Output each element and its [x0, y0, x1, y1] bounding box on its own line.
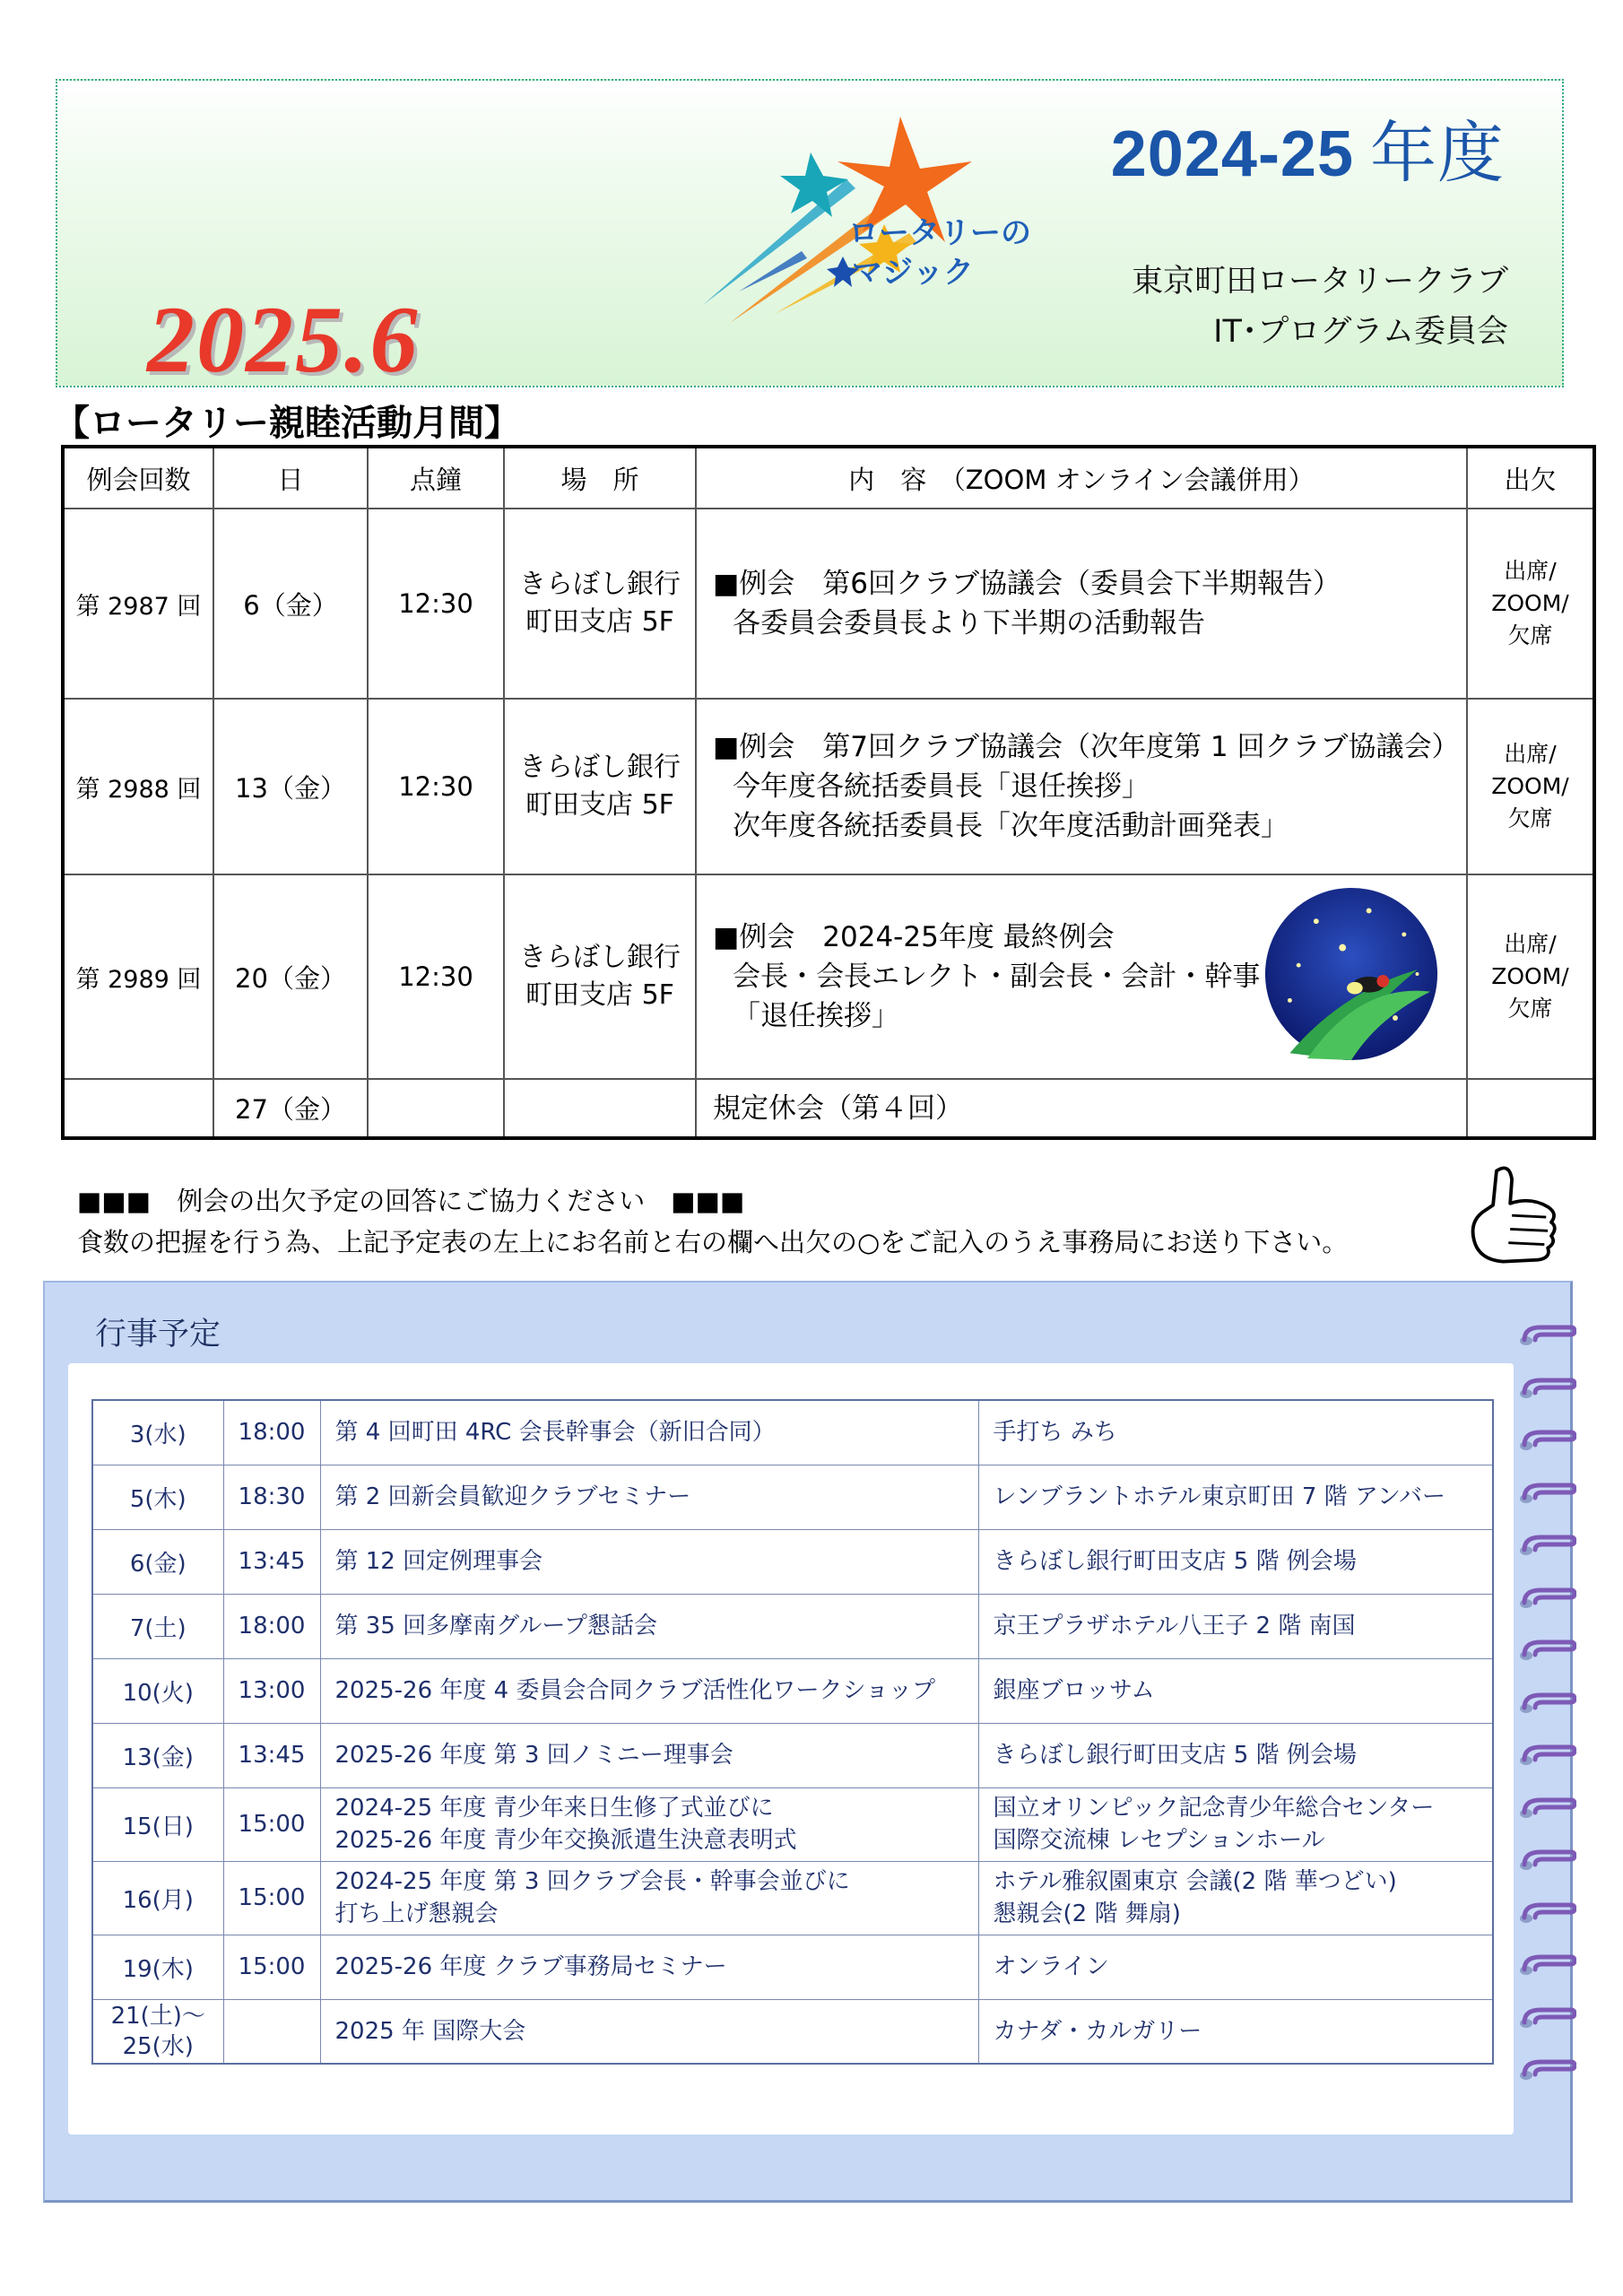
event-name-line: 2025-26 年度 クラブ事務局セミナー [334, 1953, 727, 1980]
place-line: きらぼし銀行 [519, 942, 681, 973]
event-location-line: きらぼし銀行町田支店 5 階 例会場 [993, 1548, 1357, 1575]
attendance-option: ZOOM/ [1491, 963, 1569, 989]
notebook-ring-icon [1515, 1952, 1576, 1979]
event-name [320, 1658, 978, 1723]
header-day: 日 [213, 447, 368, 509]
holiday-content: 規定休会（第４回） [696, 1079, 1467, 1138]
event-name [320, 1723, 978, 1787]
event-date: 13(金) [92, 1723, 223, 1787]
meeting-number: 第 2989 回 [63, 874, 213, 1079]
schedule-paper [68, 1363, 1514, 2135]
meeting-number: 第 2987 回 [63, 509, 213, 699]
meeting-content [696, 699, 1467, 874]
event-time: 18:30 [223, 1465, 320, 1529]
event-row [92, 1529, 1493, 1594]
event-date: 15(日) [92, 1787, 223, 1861]
place-line: 町田支店 5F [525, 789, 674, 821]
event-location [978, 1658, 1493, 1723]
event-name-line: 第 4 回町田 4RC 会長幹事会（新旧合同） [334, 1419, 776, 1447]
notebook-ring-icon [1515, 1585, 1576, 1612]
event-row [92, 1400, 1493, 1465]
meeting-content [696, 509, 1467, 699]
event-location-line: カナダ・カルガリー [993, 2017, 1202, 2045]
event-name-line: 打ち上げ懇親会 [334, 1900, 499, 1927]
meeting-day: 6（金） [213, 509, 368, 699]
place-line: 町田支店 5F [525, 979, 674, 1011]
attendance-option: 欠席 [1507, 996, 1553, 1022]
event-name [320, 1787, 978, 1861]
event-date: 16(月) [92, 1861, 223, 1935]
event-date: 5(木) [92, 1465, 223, 1529]
event-row [92, 1658, 1493, 1723]
meeting-table [61, 445, 1596, 1140]
holiday-day: 27（金） [213, 1079, 368, 1138]
club-name: 東京町田ロータリークラブ [1131, 264, 1508, 300]
notebook-ring-icon [1515, 2057, 1576, 2083]
holiday-place [504, 1079, 696, 1138]
attendance-notice [77, 1180, 1348, 1263]
notebook-ring-icon [1515, 1900, 1576, 1926]
meeting-row [63, 874, 1594, 1079]
event-name-line: 2025 年 国際大会 [334, 2017, 526, 2045]
event-name [320, 1935, 978, 1999]
event-name [320, 1594, 978, 1658]
header-attendance: 出欠 [1467, 447, 1594, 509]
header-time: 点鐘 [368, 447, 504, 509]
notebook-ring-icon [1515, 1847, 1576, 1874]
attendance-cell[interactable] [1467, 509, 1594, 699]
event-date: 3(水) [92, 1400, 223, 1465]
holiday-time [368, 1079, 504, 1138]
event-date: 10(火) [92, 1658, 223, 1723]
notice-text: 食数の把握を行う為、上記予定表の左上にお名前と右の欄へ出欠の○をご記入のうえ事務局にお送り下さい。 [77, 1227, 1349, 1257]
event-location [978, 1465, 1493, 1529]
pointing-hand-icon [1462, 1162, 1566, 1274]
event-date: 6(金) [92, 1529, 223, 1594]
place-line: きらぼし銀行 [519, 752, 681, 783]
logo-text-line2: マジック [852, 255, 974, 291]
fiscal-year [1111, 100, 1505, 196]
event-row [92, 1594, 1493, 1658]
attendance-cell[interactable] [1467, 874, 1594, 1079]
event-row [92, 1861, 1493, 1935]
event-time: 13:45 [223, 1529, 320, 1594]
content-line: 今年度各統括委員長「退任挨拶」 [733, 770, 1150, 803]
event-name-line: 第 2 回新会員歓迎クラブセミナー [334, 1483, 691, 1510]
event-location-line: 国際交流棟 レセプションホール [993, 1827, 1325, 1854]
meeting-number: 第 2988 回 [63, 699, 213, 874]
event-name-line: 第 35 回多摩南グループ懇話会 [334, 1613, 658, 1639]
event-time: 15:00 [223, 1787, 320, 1861]
meeting-table-header [63, 447, 1594, 509]
header-banner [56, 79, 1564, 392]
attendance-option: ZOOM/ [1491, 773, 1569, 799]
meeting-time: 12:30 [368, 509, 504, 699]
notebook-ring-icon [1515, 1690, 1576, 1717]
event-name-line: 2024-25 年度 青少年来日生修了式並びに [334, 1795, 774, 1822]
attendance-option: 出席/ [1504, 558, 1557, 584]
notebook-ring-icon [1515, 1322, 1576, 1349]
logo-text [848, 213, 1031, 292]
event-date: 19(木) [92, 1935, 223, 1999]
event-row [92, 1787, 1493, 1861]
event-date: 7(土) [92, 1594, 223, 1658]
content-line: 次年度各統括委員長「次年度活動計画発表」 [733, 810, 1289, 842]
place-line: きらぼし銀行 [519, 569, 681, 600]
event-location [978, 1935, 1493, 1999]
event-location-line: 京王プラザホテル八王子 2 階 南国 [993, 1613, 1356, 1639]
meeting-place [504, 699, 696, 874]
event-time: 15:00 [223, 1935, 320, 1999]
event-row [92, 1723, 1493, 1787]
event-location-line: ホテル雅叙園東京 会議(2 階 華つどい) [993, 1868, 1397, 1895]
schedule-title: 行事予定 [95, 1317, 221, 1352]
holiday-attendance [1467, 1079, 1594, 1138]
event-location-line: 手打ち みち [993, 1419, 1117, 1447]
attendance-option: ZOOM/ [1491, 590, 1569, 616]
firefly-illustration-icon [1263, 886, 1439, 1062]
event-name-line: 2025-26 年度 4 委員会合同クラブ活性化ワークショップ [334, 1677, 935, 1704]
event-time: 13:45 [223, 1723, 320, 1787]
event-time: 18:00 [223, 1594, 320, 1658]
club-info [1132, 257, 1508, 357]
content-line: ■例会 第7回クラブ協議会（次年度第 1 回クラブ協議会） [713, 731, 1460, 763]
event-name [320, 1529, 978, 1594]
event-time: 15:00 [223, 1861, 320, 1935]
notebook-ring-icon [1515, 1480, 1576, 1507]
event-name-line: 第 12 回定例理事会 [334, 1548, 543, 1575]
header-content: 内 容 （ZOOM オンライン会議併用） [696, 447, 1467, 509]
event-location-line: 銀座ブロッサム [993, 1677, 1155, 1704]
attendance-cell[interactable] [1467, 699, 1594, 874]
notebook-ring-icon [1515, 1742, 1576, 1769]
meeting-place [504, 509, 696, 699]
event-schedule-notebook [43, 1281, 1573, 2203]
notebook-ring-icon [1515, 2005, 1576, 2031]
event-location-line: オンライン [993, 1953, 1109, 1980]
event-name-line: 2025-26 年度 第 3 回ノミニー理事会 [334, 1742, 733, 1769]
notebook-ring-icon [1515, 1532, 1576, 1559]
event-row [92, 1999, 1493, 2064]
meeting-time: 12:30 [368, 874, 504, 1079]
event-location [978, 1400, 1493, 1465]
issue-date: 2025.6 [147, 287, 420, 392]
logo-text-line1: ロータリーの [848, 215, 1031, 251]
fiscal-year-number: 2024-25 [1110, 118, 1354, 190]
header-number: 例会回数 [63, 447, 213, 509]
attendance-option: 出席/ [1504, 931, 1557, 957]
event-row [92, 1465, 1493, 1529]
event-location [978, 1787, 1493, 1861]
content-line: 「退任挨拶」 [733, 1000, 899, 1032]
event-location-line: レンブラントホテル東京町田 7 階 アンバー [993, 1483, 1446, 1510]
event-name-line: 2024-25 年度 第 3 回クラブ会長・幹事会並びに [334, 1868, 850, 1895]
meeting-time: 12:30 [368, 699, 504, 874]
event-row [92, 1935, 1493, 1999]
content-line: ■例会 第6回クラブ協議会（委員会下半期報告） [713, 568, 1341, 600]
content-line: 各委員会委員長より下半期の活動報告 [733, 607, 1205, 639]
event-location-line: 懇親会(2 階 舞扇) [993, 1900, 1181, 1927]
notice-heading: ■■■ 例会の出欠予定の回答にご協力ください ■■■ [77, 1186, 745, 1216]
meeting-day: 20（金） [213, 874, 368, 1079]
holiday-number [63, 1079, 213, 1138]
event-location [978, 1861, 1493, 1935]
event-location [978, 1999, 1493, 2064]
event-name [320, 1999, 978, 2064]
event-name-line: 2025-26 年度 青少年交換派遣生決意表明式 [334, 1827, 797, 1854]
notebook-ring-icon [1515, 1795, 1576, 1822]
event-name [320, 1400, 978, 1465]
event-location [978, 1594, 1493, 1658]
attendance-option: 欠席 [1507, 622, 1553, 648]
notebook-ring-icon [1515, 1637, 1576, 1664]
event-time: 13:00 [223, 1658, 320, 1723]
meeting-row [63, 509, 1594, 699]
event-location [978, 1529, 1493, 1594]
content-line: ■例会 2024-25年度 最終例会 [713, 921, 1115, 953]
event-location [978, 1723, 1493, 1787]
event-date: 21(土)～ 25(水) [92, 1999, 223, 2064]
attendance-option: 欠席 [1507, 805, 1553, 831]
holiday-row [63, 1079, 1594, 1138]
notebook-ring-icon [1515, 1375, 1576, 1402]
meeting-day: 13（金） [213, 699, 368, 874]
notebook-ring-icon [1515, 1427, 1576, 1454]
event-time [223, 1999, 320, 2064]
event-name [320, 1465, 978, 1529]
meeting-row [63, 699, 1594, 874]
header-place: 場 所 [504, 447, 696, 509]
fiscal-year-suffix: 年度 [1370, 116, 1505, 190]
place-line: 町田支店 5F [525, 606, 674, 638]
attendance-option: 出席/ [1504, 741, 1557, 767]
meeting-content [696, 874, 1467, 1079]
event-location-line: きらぼし銀行町田支店 5 階 例会場 [993, 1742, 1357, 1769]
meeting-place [504, 874, 696, 1079]
event-name [320, 1861, 978, 1935]
content-line: 会長・会長エレクト・副会長・会計・幹事 [733, 961, 1261, 993]
event-time: 18:00 [223, 1400, 320, 1465]
committee-name: IT･プログラム委員会 [1213, 314, 1508, 350]
event-location-line: 国立オリンピック記念青少年総合センター [993, 1795, 1435, 1822]
month-title: 【ロータリー親睦活動月間】 [54, 403, 520, 444]
event-schedule-table [91, 1399, 1494, 2065]
